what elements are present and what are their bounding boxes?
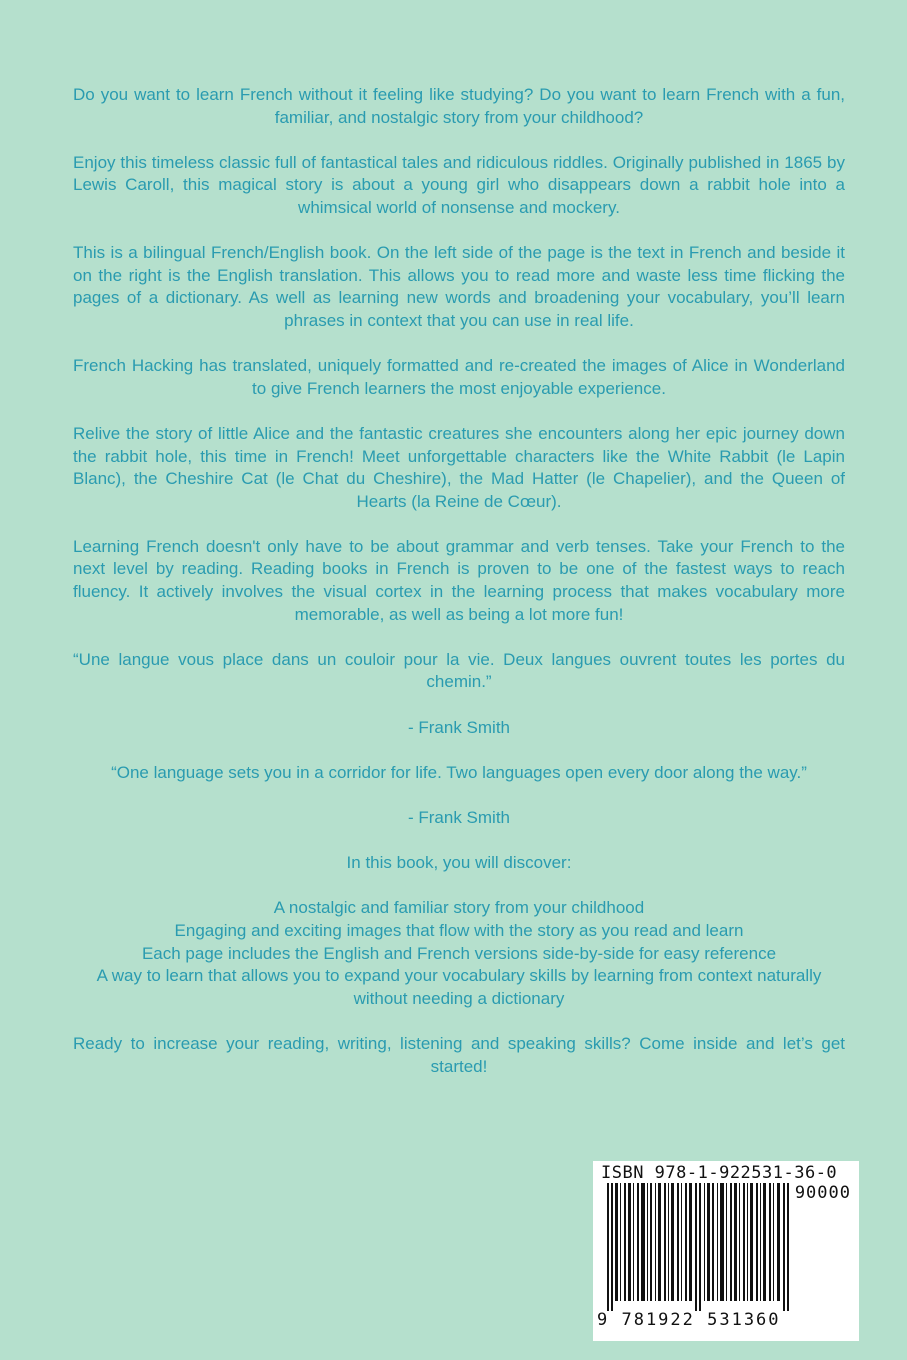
- barcode-digits: 9 781922 531360: [597, 1310, 781, 1330]
- summary-paragraph: Enjoy this timeless classic full of fantastical tales and ridiculous riddles. Originally published in 1865 by Lewis Caroll, this magical story is about a young girl who disappears down a rabbit hole into a whimsical world of nonsense and mockery.: [73, 152, 845, 217]
- closing-paragraph: Ready to increase your reading, writing, listening and speaking skills? Come inside and let’s get started!: [73, 1033, 845, 1076]
- list-item: Engaging and exciting images that flow with the story as you read and learn: [174, 920, 744, 940]
- characters-paragraph: Relive the story of little Alice and the fantastic creatures she encounters along her epic journey down the rabbit hole, this time in French! Meet unforgettable characters like the White Rabbit (le Lapin Blanc), the Cheshire Cat (le Chat du Cheshire), the Mad Hatter (le Chapelier), and the Queen of Hearts (la Reine de Cœur).: [73, 423, 845, 511]
- list-item: A nostalgic and familiar story from your childhood: [273, 898, 645, 918]
- list-item: Each page includes the English and French versions side-by-side for easy reference: [141, 943, 777, 963]
- intro-paragraph: Do you want to learn French without it feeling like studying? Do you want to learn French with a fun, familiar, and nostalgic story from your childhood?: [73, 85, 845, 127]
- discover-heading: In this book, you will discover:: [346, 853, 572, 873]
- quote-author: - Frank Smith: [407, 717, 511, 737]
- back-cover-text: [73, 84, 845, 1101]
- publisher-paragraph: French Hacking has translated, uniquely formatted and re-created the images of Alice in Wonderland to give French learners the most enjoyable experience.: [73, 356, 845, 398]
- english-quote: “One language sets you in a corridor for life. Two languages open every door along the way.”: [111, 762, 807, 782]
- isbn-label: ISBN 978-1-922531-36-0: [601, 1163, 838, 1183]
- quote-author: - Frank Smith: [407, 808, 511, 827]
- list-item: A way to learn that allows you to expand your vocabulary skills by learning from context naturally without needing a dictionary: [96, 966, 822, 1008]
- reading-paragraph: Learning French doesn't only have to be about grammar and verb tenses. Take your French to the next level by reading. Reading books in French is proven to be one of the fastest ways to reach fluency. It actively involves the visual cortex in the learning process that makes vocabulary more memorable, as well as being a lot more fun!: [73, 536, 845, 624]
- feature-list: [73, 897, 845, 1010]
- french-quote: “Une langue vous place dans un couloir pour la vie. Deux langues ouvrent toutes les portes du chemin.”: [73, 649, 845, 692]
- bilingual-paragraph: This is a bilingual French/English book. On the left side of the page is the text in French and beside it on the right is the English translation. This allows you to read more and waste less time flicking the pages of a dictionary. As well as learning new words and broadening your vocabulary, you’ll learn phrases in context that you can use in real life.: [73, 243, 845, 330]
- price-code: 90000: [794, 1183, 851, 1203]
- barcode-bars: [607, 1183, 793, 1311]
- barcode: [593, 1161, 859, 1341]
